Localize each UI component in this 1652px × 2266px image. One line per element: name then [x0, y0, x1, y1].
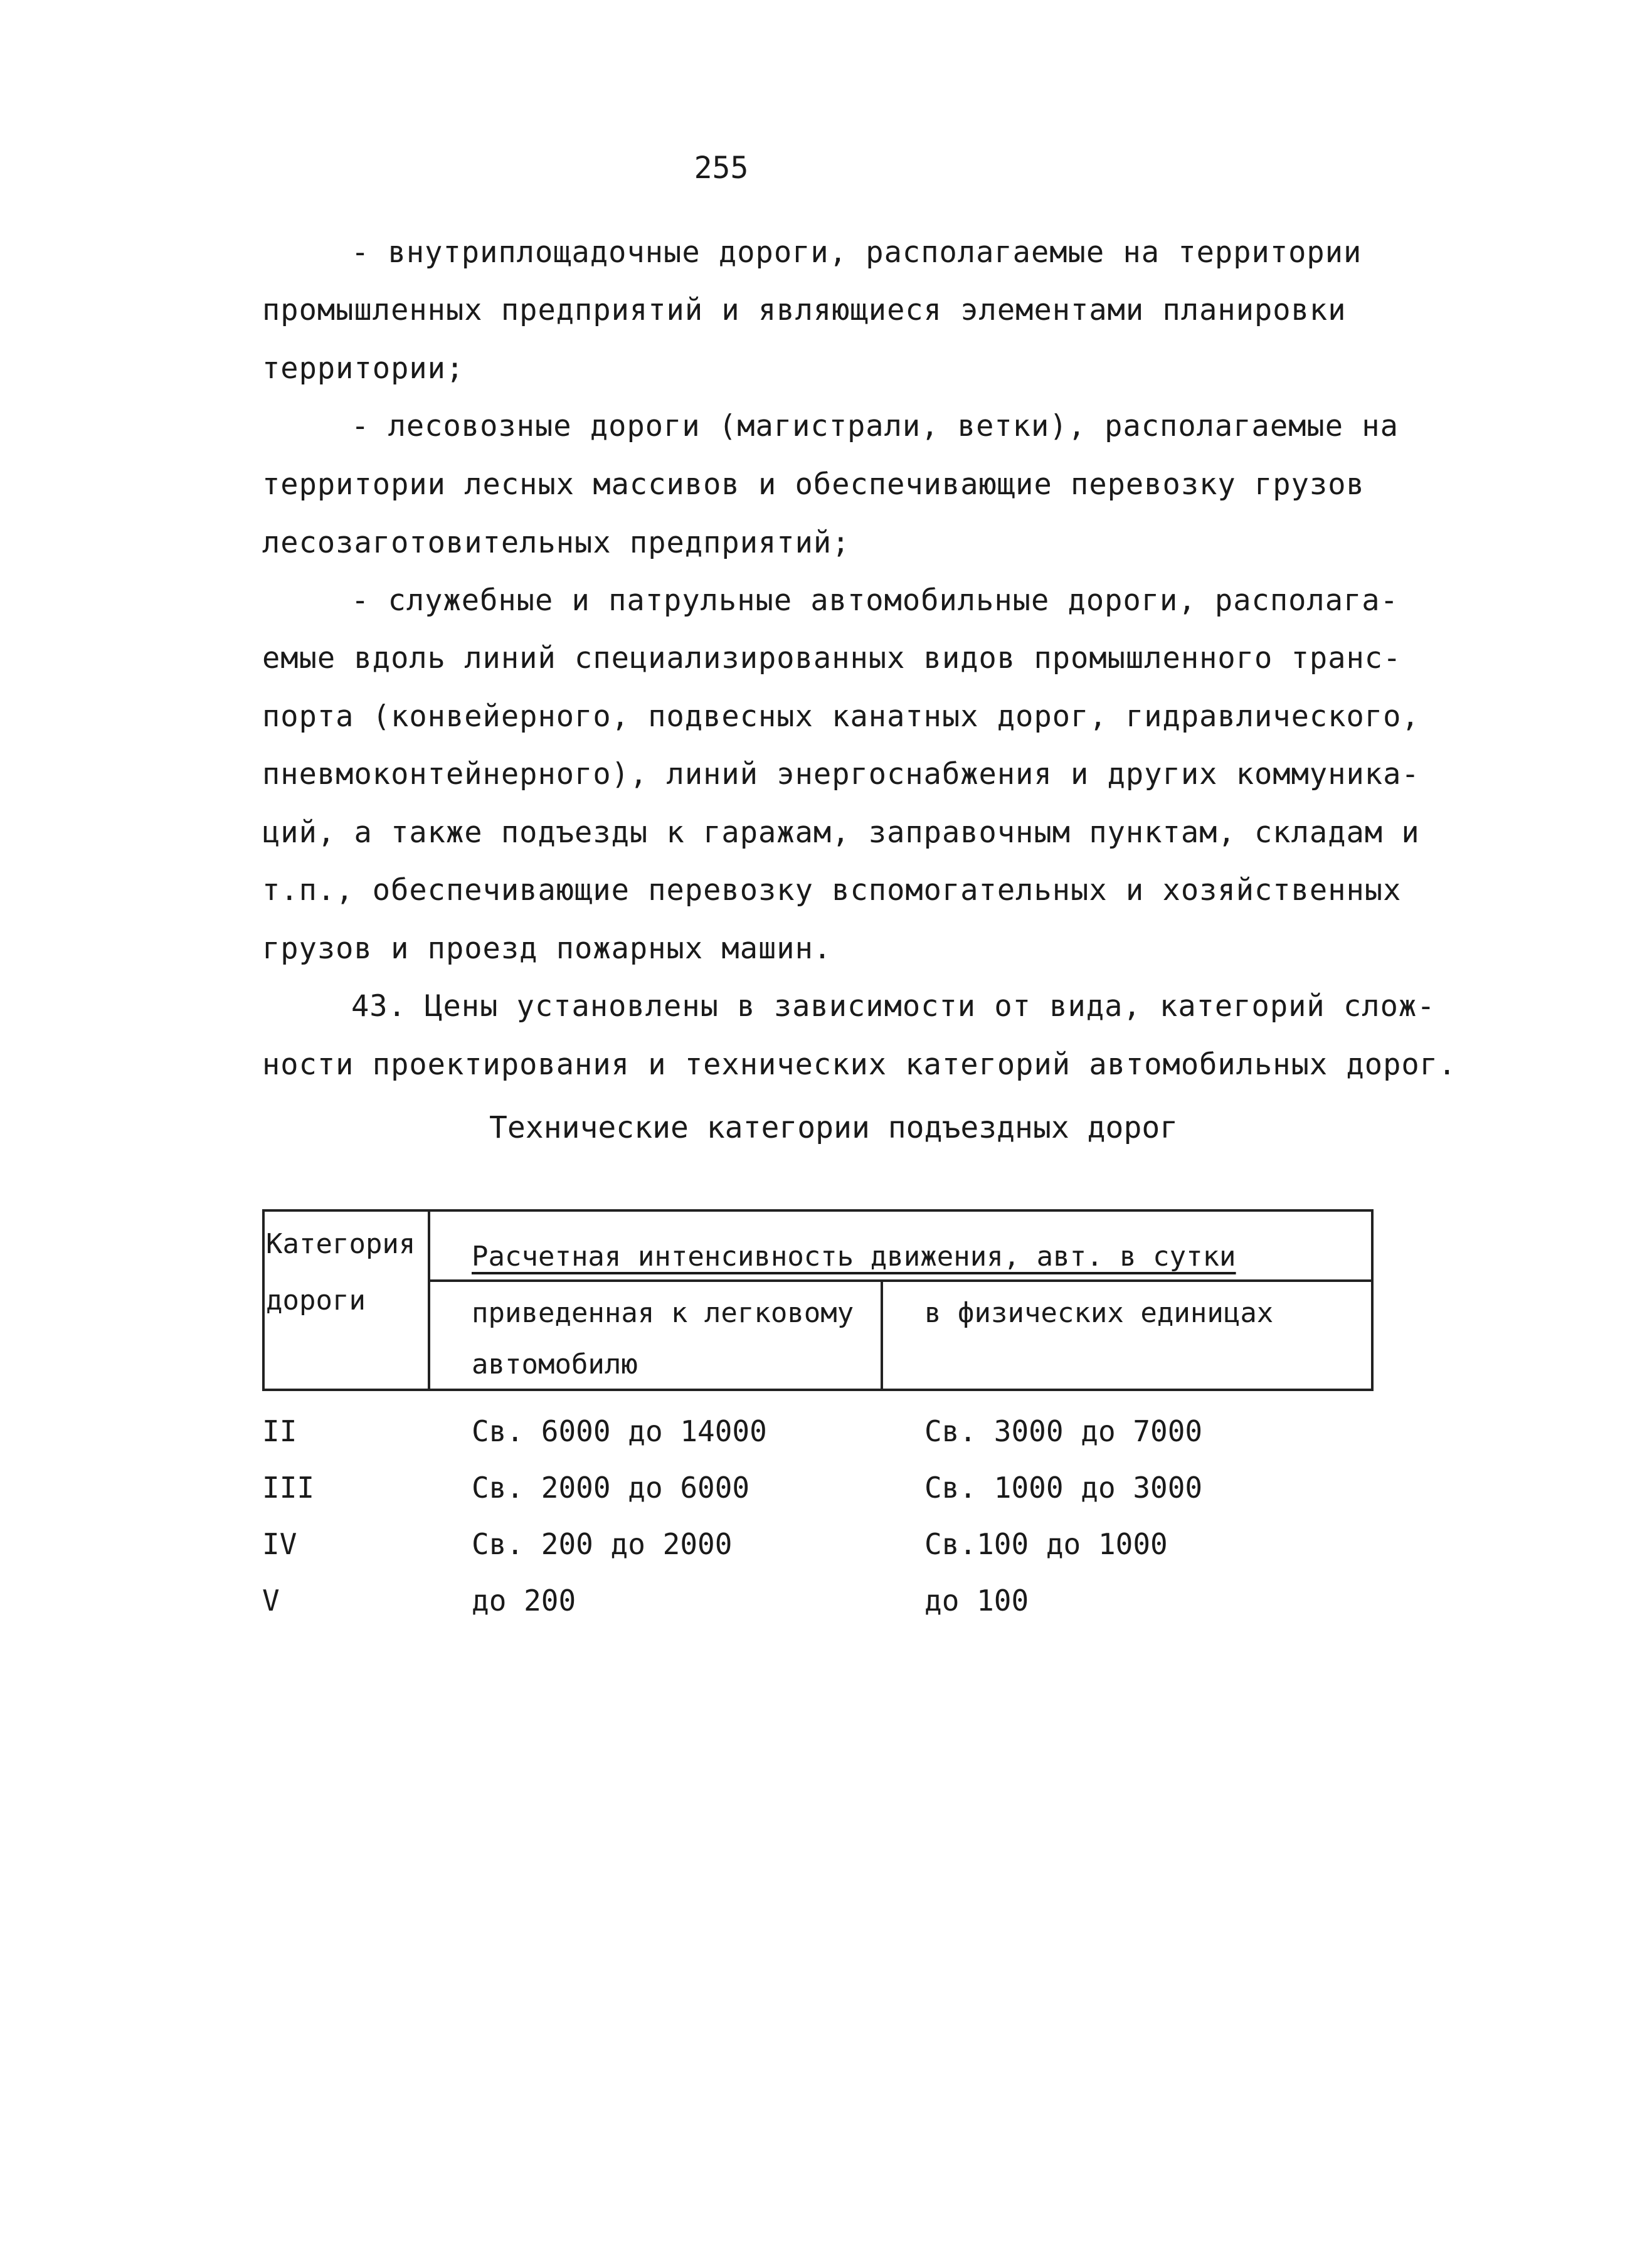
cell-physical: Св. 1000 до 3000	[924, 1471, 1203, 1505]
cell-category: II	[262, 1414, 297, 1448]
cell-passenger: Св. 200 до 2000	[472, 1527, 733, 1561]
header-passenger: автомобилю	[472, 1348, 638, 1380]
text-line: - служебные и патрульные автомобильные дороги, располага-	[351, 583, 1399, 618]
table-title: Технические категории подъездных дорог	[489, 1110, 1178, 1145]
cell-category: IV	[262, 1527, 297, 1561]
text-line: - лесовозные дороги (магистрали, ветки), располагаемые на	[351, 409, 1399, 443]
header-intensity: Расчетная интенсивность движения, авт. в сутки	[472, 1241, 1236, 1273]
page-number: 255	[694, 151, 749, 186]
header-category: дороги	[266, 1284, 366, 1316]
cell-passenger: до 200	[472, 1584, 576, 1617]
cell-passenger: Св. 2000 до 6000	[472, 1471, 750, 1505]
text-line: т.п., обеспечивающие перевозку вспомогательных и хозяйственных	[262, 873, 1402, 908]
table-divider	[428, 1279, 1374, 1282]
text-line: порта (конвейерного, подвесных канатных дорог, гидравлического,	[262, 699, 1420, 734]
cell-passenger: Св. 6000 до 14000	[472, 1414, 767, 1448]
table-divider	[428, 1209, 430, 1391]
table-divider	[881, 1279, 883, 1391]
text-line: промышленных предприятий и являющиеся элементами планировки	[262, 293, 1347, 327]
cell-category: III	[262, 1471, 315, 1505]
cell-physical: до 100	[924, 1584, 1029, 1617]
text-line: ности проектирования и технических категорий автомобильных дорог.	[262, 1047, 1457, 1082]
text-line: емые вдоль линий специализированных видов промышленного транс-	[262, 641, 1402, 675]
text-line: территории лесных массивов и обеспечивающие перевозку грузов	[262, 467, 1365, 502]
text-line: грузов и проезд пожарных машин.	[262, 931, 832, 966]
text-line: лесозаготовительных предприятий;	[262, 526, 850, 560]
header-passenger: приведенная к легковому	[472, 1297, 854, 1329]
cell-category: V	[262, 1584, 280, 1617]
header-physical: в физических единицах	[924, 1297, 1274, 1329]
cell-physical: Св. 3000 до 7000	[924, 1414, 1203, 1448]
header-category: Категория	[266, 1228, 416, 1260]
text-line: пневмоконтейнерного), линий энергоснабжения и других коммуника-	[262, 757, 1420, 792]
text-line: территории;	[262, 351, 465, 386]
text-line: - внутриплощадочные дороги, располагаемые на территории	[351, 235, 1362, 270]
cell-physical: Св.100 до 1000	[924, 1527, 1168, 1561]
text-line: 43. Цены установлены в зависимости от вида, категорий слож-	[351, 989, 1436, 1024]
text-line: ций, а также подъезды к гаражам, заправочным пунктам, складам и	[262, 815, 1420, 850]
